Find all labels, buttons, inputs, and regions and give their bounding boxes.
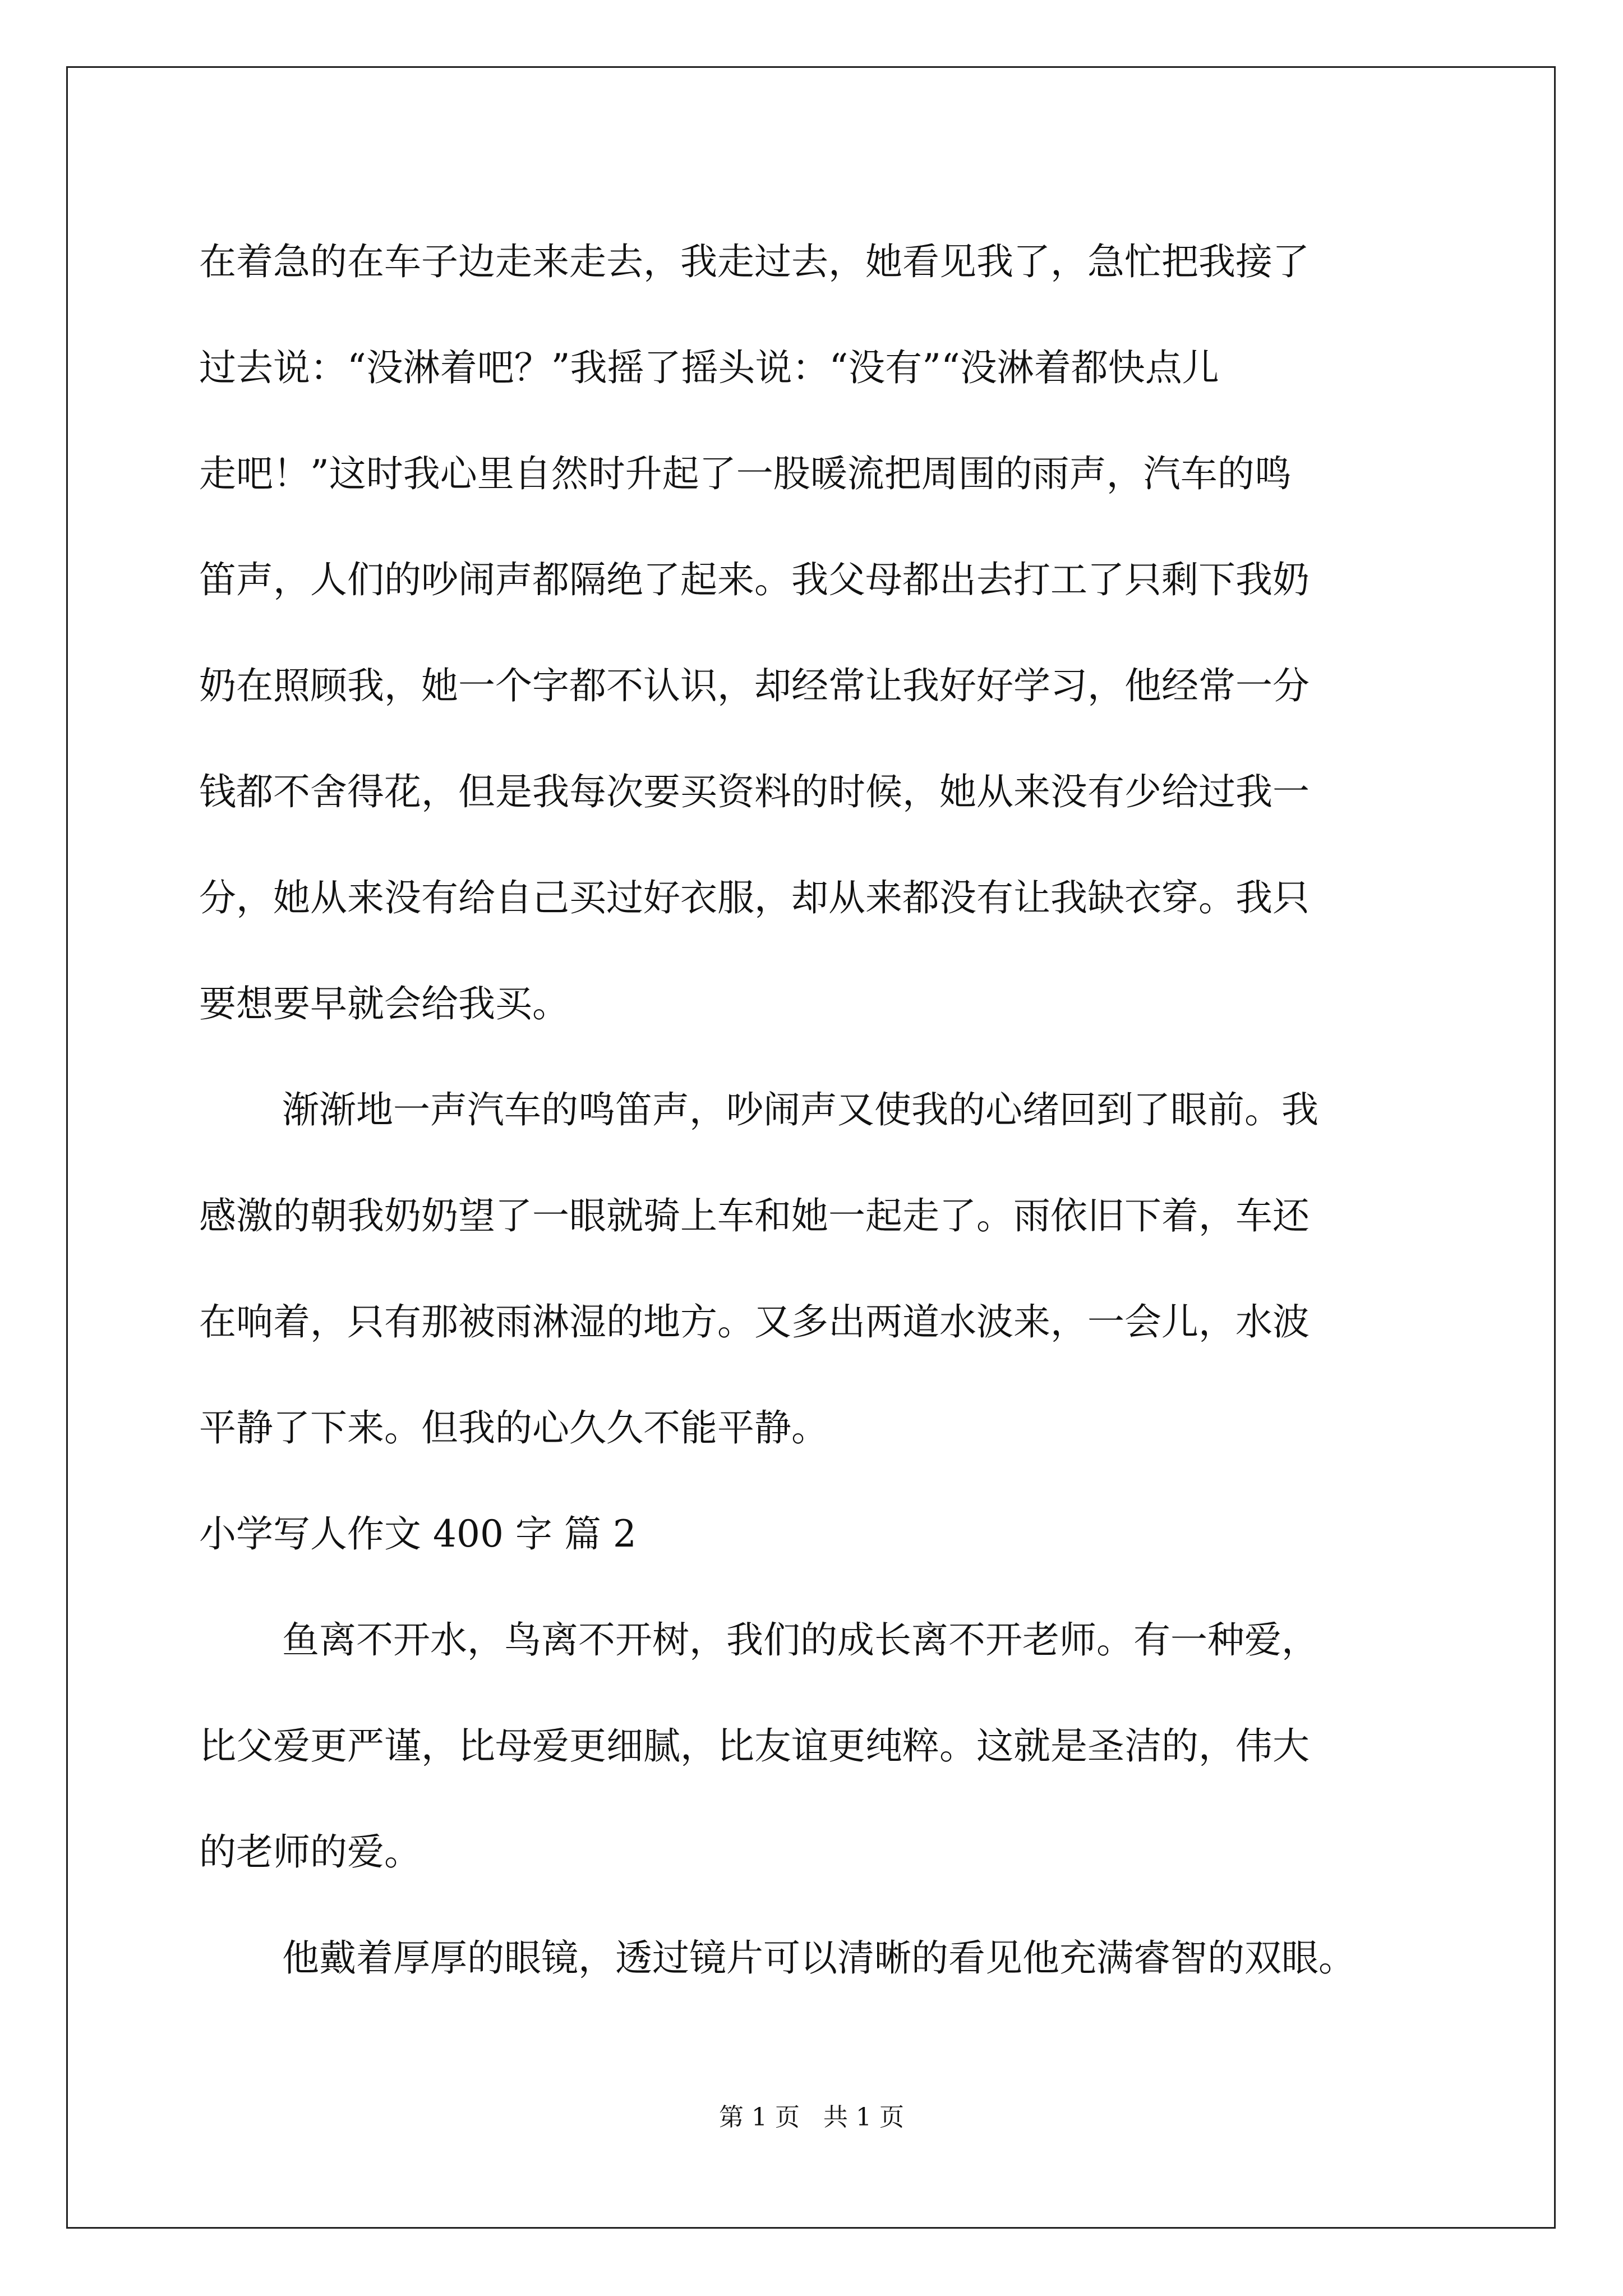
text-line: 在着急的在车子边走来走去，我走过去，她看见我了，急忙把我接了 bbox=[199, 240, 1310, 283]
text-line: 分，她从来没有给自己买过好衣服，却从来都没有让我缺衣穿。我只 bbox=[199, 876, 1310, 919]
paragraph-4 bbox=[199, 1905, 1427, 2011]
text-line: 鱼离不开水，鸟离不开树，我们的成长离不开老师。有一种爱， bbox=[282, 1618, 1318, 1662]
paragraph-1 bbox=[199, 209, 1427, 1057]
text-line: 笛声，人们的吵闹声都隔绝了起来。我父母都出去打工了只剩下我奶 bbox=[199, 558, 1310, 601]
text-line: 比父爱更严谨，比母爱更细腻，比友谊更纯粹。这就是圣洁的，伟大 bbox=[199, 1724, 1310, 1768]
paragraph-2 bbox=[199, 1057, 1427, 1481]
text-line: 要想要早就会给我买。 bbox=[199, 982, 569, 1025]
paragraph-3 bbox=[199, 1587, 1427, 1905]
text-line: 渐渐地一声汽车的鸣笛声，吵闹声又使我的心绪回到了眼前。我 bbox=[282, 1088, 1318, 1131]
text-line: 在响着，只有那被雨淋湿的地方。又多出两道水波来，一会儿，水波 bbox=[199, 1300, 1310, 1343]
text-line: 平静了下来。但我的心久久不能平静。 bbox=[199, 1406, 828, 1450]
document-body bbox=[199, 209, 1427, 2011]
text-line: 的老师的爱。 bbox=[199, 1830, 421, 1874]
text-line: 他戴着厚厚的眼镜，透过镜片可以清晰的看见他充满睿智的双眼。 bbox=[282, 1936, 1355, 1980]
text-line: 走吧！”这时我心里自然时升起了一股暖流把周围的雨声，汽车的鸣 bbox=[199, 452, 1292, 495]
text-line: 感激的朝我奶奶望了一眼就骑上车和她一起走了。雨依旧下着，车还 bbox=[199, 1194, 1310, 1237]
text-line: 钱都不舍得花，但是我每次要买资料的时候，她从来没有少给过我一 bbox=[199, 770, 1310, 813]
page-number-footer: 第 1 页 共 1 页 bbox=[719, 2103, 904, 2132]
text-line: 过去说：“没淋着吧？”我摇了摇头说：“没有”“没淋着都快点儿 bbox=[199, 346, 1219, 389]
section-heading: 小学写人作文 400 字 篇 2 bbox=[199, 1512, 637, 1556]
text-line: 奶在照顾我，她一个字都不认识，却经常让我好好学习，他经常一分 bbox=[199, 664, 1310, 707]
